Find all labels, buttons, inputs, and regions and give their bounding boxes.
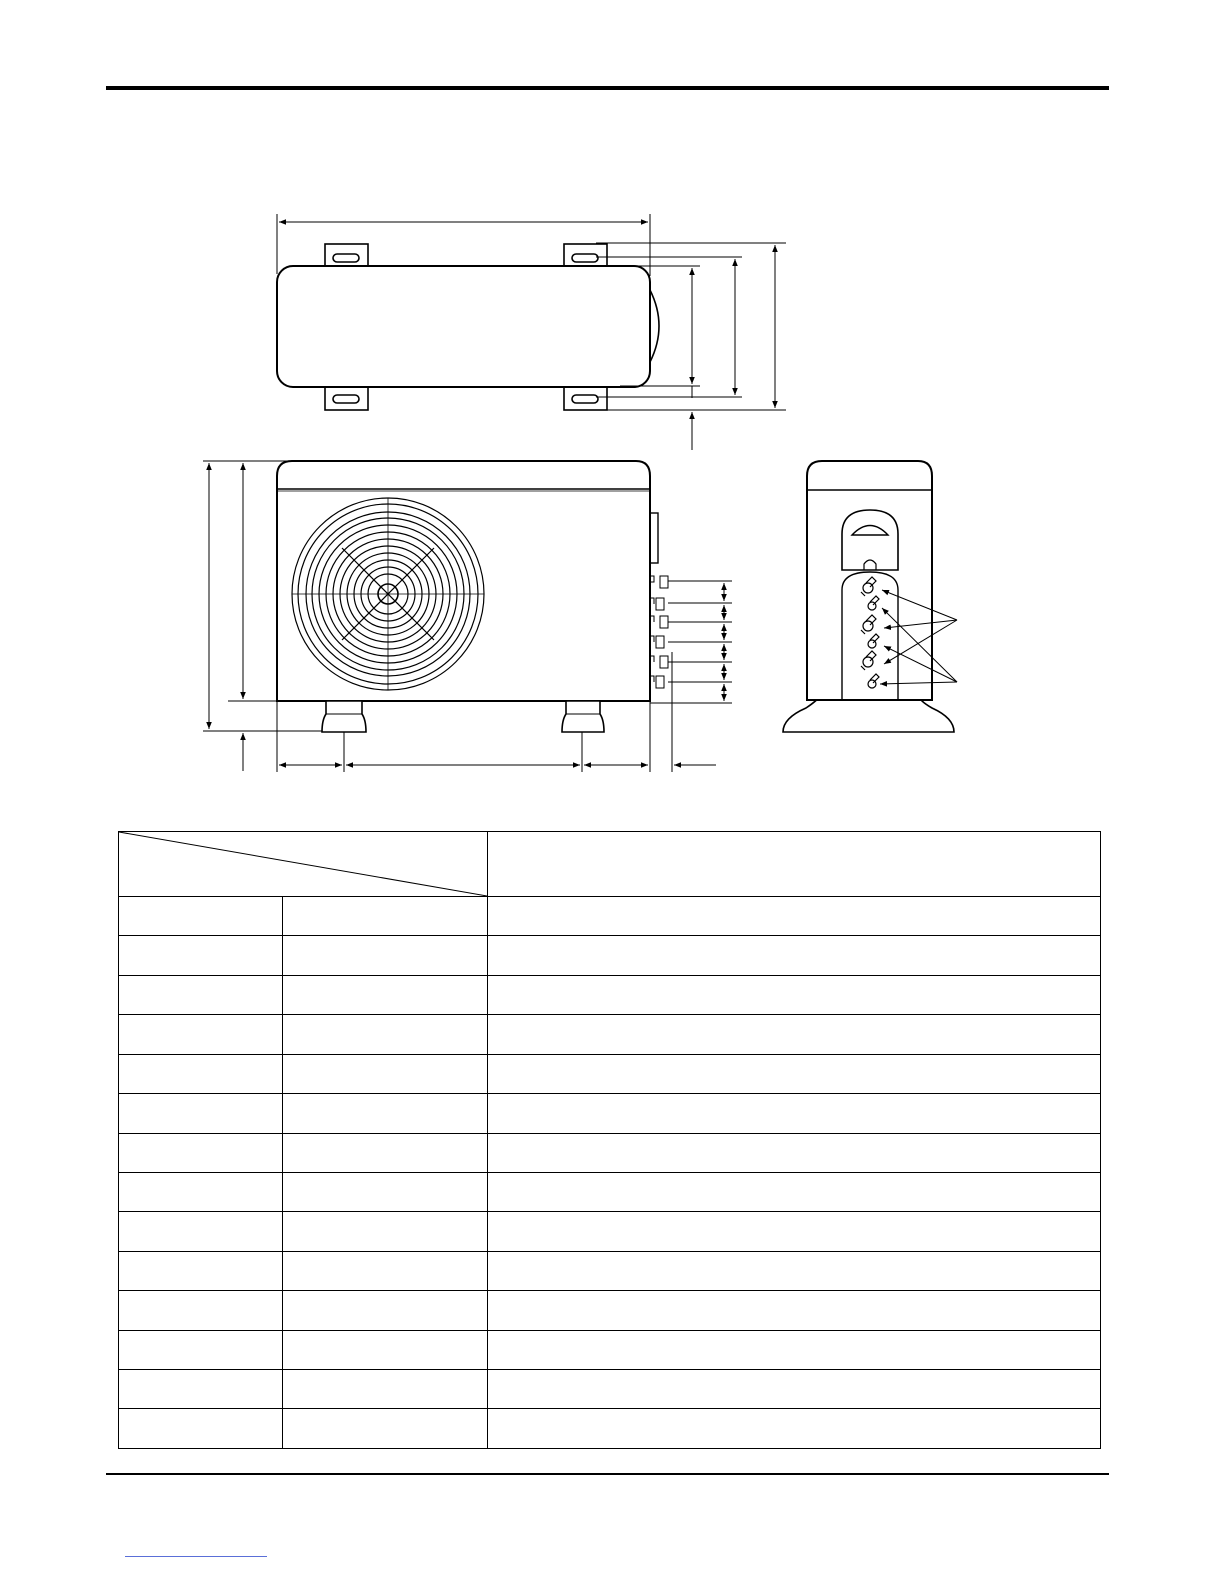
table-row — [119, 1015, 1101, 1054]
front-view — [203, 461, 732, 772]
table-cell — [283, 1172, 488, 1211]
table-row — [119, 1409, 1101, 1449]
table-row — [119, 1291, 1101, 1330]
table-row — [119, 1212, 1101, 1251]
table-cell — [119, 1212, 283, 1251]
footer-link-underline[interactable] — [125, 1556, 267, 1557]
table-row — [119, 1094, 1101, 1133]
table-cell — [488, 1409, 1101, 1449]
table-cell — [283, 936, 488, 975]
table-cell — [488, 1054, 1101, 1093]
table-cell — [488, 1172, 1101, 1211]
table-cell — [283, 897, 488, 936]
table-cell — [488, 1370, 1101, 1409]
table-cell — [283, 1212, 488, 1251]
table-cell — [119, 1251, 283, 1290]
table-cell — [119, 936, 283, 975]
table-header-value-cell — [488, 832, 1101, 897]
table-cell — [283, 1330, 488, 1369]
table-cell — [119, 1291, 283, 1330]
table-cell — [283, 1370, 488, 1409]
table-header-diagonal-cell — [119, 832, 488, 897]
table-cell — [119, 1172, 283, 1211]
spec-table — [118, 831, 1101, 1449]
side-view — [783, 461, 957, 732]
table-cell — [283, 1133, 488, 1172]
table-cell — [119, 1370, 283, 1409]
table-cell — [488, 1251, 1101, 1290]
table-row — [119, 1251, 1101, 1290]
table-cell — [119, 1094, 283, 1133]
table-cell — [488, 897, 1101, 936]
table-cell — [283, 1015, 488, 1054]
mount-bracket — [325, 386, 368, 410]
mount-bracket — [564, 386, 607, 410]
table-cell — [119, 1330, 283, 1369]
table-cell — [283, 1409, 488, 1449]
table-cell — [283, 1094, 488, 1133]
table-cell — [119, 1133, 283, 1172]
table-cell — [488, 1291, 1101, 1330]
table-cell — [488, 1330, 1101, 1369]
table-cell — [283, 1291, 488, 1330]
table-cell — [119, 1054, 283, 1093]
service-valves — [650, 576, 668, 688]
table-row — [119, 936, 1101, 975]
unit-body-top — [277, 266, 650, 387]
table-cell — [283, 1251, 488, 1290]
diagonal-divider — [119, 832, 487, 896]
table-cell — [119, 1409, 283, 1449]
table-row — [119, 1172, 1101, 1211]
table-cell — [119, 975, 283, 1014]
top-view — [277, 214, 786, 450]
table-cell — [119, 897, 283, 936]
table-cell — [488, 1212, 1101, 1251]
table-cell — [488, 1015, 1101, 1054]
table-row — [119, 1054, 1101, 1093]
unit-foot — [322, 701, 366, 732]
table-cell — [283, 1054, 488, 1093]
footer-rule — [106, 1473, 1109, 1475]
unit-body-side — [807, 461, 932, 700]
table-row — [119, 975, 1101, 1014]
table-row — [119, 1370, 1101, 1409]
table-row — [119, 1133, 1101, 1172]
table-cell — [283, 975, 488, 1014]
table-cell — [488, 975, 1101, 1014]
table-header-row — [119, 832, 1101, 897]
unit-foot — [562, 701, 604, 732]
table-cell — [488, 936, 1101, 975]
table-row — [119, 897, 1101, 936]
table-cell — [488, 1133, 1101, 1172]
table-cell — [488, 1094, 1101, 1133]
table-cell — [119, 1015, 283, 1054]
table-row — [119, 1330, 1101, 1369]
